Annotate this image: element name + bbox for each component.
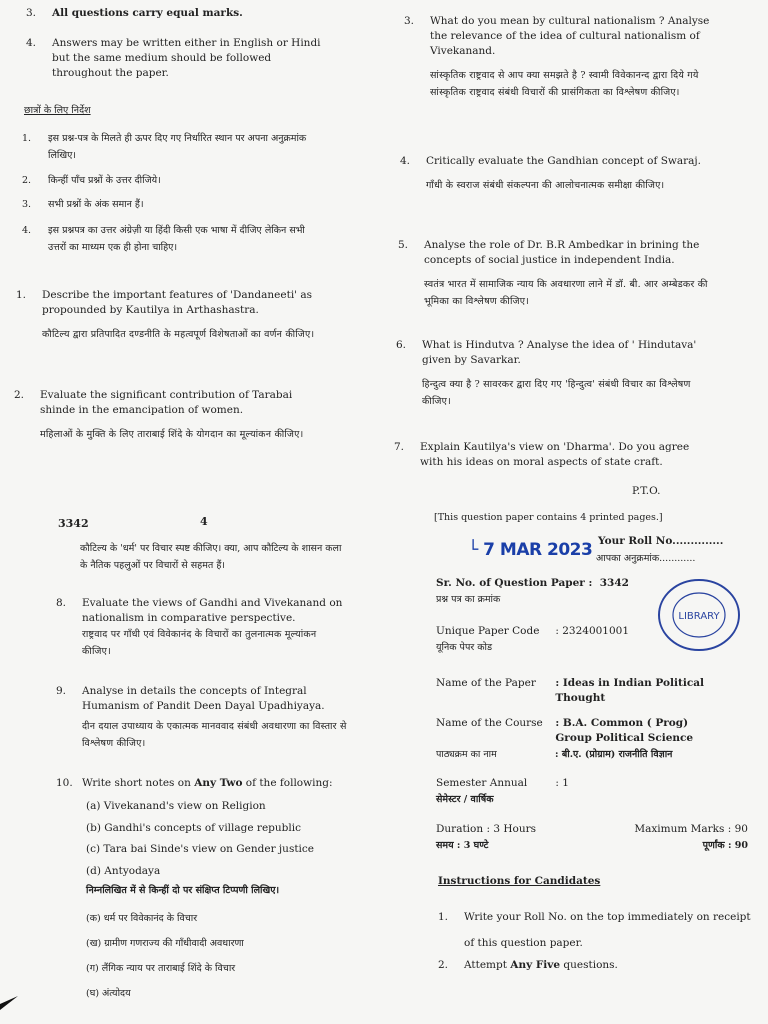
question-1: 1. Describe the important features of 'Dandaneeti' as propounded by Kautilya in Arthashastra. कौटिल्य द्वारा प्रतिपादित दण्डनीति के महत्वपूर्ण विशेषताओं का वर्णन कीजिए। [16, 289, 315, 340]
page-bottom-left [0, 500, 384, 1024]
option-ka: (क) धर्म पर विवेकानंद के विचार [86, 913, 198, 924]
question-3: 3. What do you mean by cultural nationalism ? Analyse the relevance of the idea of cultural nationalism of Vivekanand. सांस्कृतिक राष्ट्रवाद से आप क्या समझते है ? स्वामी विवेकानन्द द्वारा दिये गये सांस्कृतिक राष्ट्रवाद संबंधी विचारों की प्रासंगिकता का विश्लेषण कीजिए। [404, 15, 710, 98]
question-10-intro-hindi: निम्नलिखित में से किन्हीं दो पर संक्षिप्त टिप्पणी लिखिए। [86, 885, 280, 896]
page-top-left [0, 0, 384, 500]
field-semester: Semester Annual : 1 सेमेस्टर / वार्षिक [436, 777, 569, 805]
instruction-hi-3: 3. सभी प्रश्नों के अंक समान हैं। [22, 199, 144, 210]
question-7: 7. Explain Kautilya's view on 'Dharma'. Do you agree with his ideas on moral aspects of state craft. [394, 441, 690, 468]
question-2: 2. Evaluate the significant contribution of Tarabai shinde in the emancipation of women. महिलाओं के मुक्ति के लिए ताराबाई शिंदे के योगदान का मूल्यांकन कीजिए। [14, 389, 304, 440]
option-d: (d) Antyodaya [86, 864, 161, 877]
instruction-hi-2: 2. किन्हीं पाँच प्रश्नों के उत्तर दीजिये। [22, 175, 161, 186]
option-kha: (ख) ग्रामीण गणराज्य की गाँधीवादी अवधारणा [86, 938, 244, 949]
page-top-right [384, 0, 768, 500]
option-c: (c) Tara bai Sinde's view on Gender justice [86, 843, 315, 855]
question-6: 6. What is Hindutva ? Analyse the idea of ' Hindutava' given by Savarkar. हिन्दुत्व क्या है ? सावरकर द्वारा दिए गए 'हिन्दुत्व' संबंधी विचार का विश्लेषण कीजिए। [396, 339, 697, 407]
option-ga: (ग) लैंगिक न्याय पर ताराबाई शिंदे के विचार [86, 963, 236, 974]
date-stamp: └ 7 MAR 2023 [468, 540, 593, 560]
instruction-2: 2. Attempt Any Five questions. [438, 959, 618, 971]
question-7-hindi: कौटिल्य के 'धर्म' पर विचार स्पष्ट कीजिए। क्या, आप कौटिल्य के शासन कला के नैतिक पहलुओं पर विचारों से सहमत हैं। [80, 543, 342, 571]
instructions-heading: Instructions for Candidates [438, 875, 601, 887]
instruction-hi-1: 1. इस प्रश्न-पत्र के मिलते ही ऊपर दिए गए निर्धारित स्थान पर अपना अनुक्रमांक लिखिए। [22, 133, 307, 161]
hindi-instructions-heading: छात्रों के लिए निर्देश [24, 105, 91, 116]
scan-corner-icon [0, 996, 20, 1010]
roll-number-en: Your Roll No.............. [598, 535, 724, 547]
page-number: 4 [200, 515, 208, 528]
option-b: (b) Gandhi's concepts of village republic [86, 821, 301, 834]
field-course-name: Name of the Course : B.A. Common ( Prog) Group Political Science पाठ्यक्रम का नाम : बी.ए. (प्रोग्राम) राजनीति विज्ञान [436, 717, 694, 760]
question-8: 8. Evaluate the views of Gandhi and Vivekanand on nationalism in comparative perspective. राष्ट्रवाद पर गाँधी एवं विवेकानंद के विचारों का तुलनात्मक मूल्यांकन कीजिए। [56, 597, 343, 657]
question-4: 4. Critically evaluate the Gandhian concept of Swaraj. गाँधी के स्वराज संबंधी संकल्पना की आलोचनात्मक समीक्षा कीजिए। [400, 155, 702, 191]
field-paper-name: Name of the Paper : Ideas in Indian Political Thought [436, 677, 705, 704]
paper-number: 3342 [58, 517, 89, 530]
seal-text: LIBRARY [678, 611, 720, 622]
library-seal-icon [654, 576, 744, 654]
question-5: 5. Analyse the role of Dr. B.R Ambedkar in brining the concepts of social justice in independent India. स्वतंत्र भारत में सामाजिक न्याय कि अवधारणा लाने में डॉ. बी. आर अम्बेडकर की भूमिका का विश्लेषण कीजिए। [398, 239, 708, 307]
field-unique-paper-code: Unique Paper Code : 2324001001 यूनिक पेपर कोड [436, 625, 630, 653]
option-gha: (घ) अंत्योदय [86, 988, 131, 999]
instruction-en-3: 3. All questions carry equal marks. [26, 7, 243, 19]
pto-label: P.T.O. [632, 485, 661, 497]
max-marks: Maximum Marks : 90 पूर्णांक : 90 [634, 823, 748, 851]
duration: Duration : 3 Hours समय : 3 घण्टे [436, 823, 537, 851]
instruction-1: 1. Write your Roll No. on the top immediately on receipt of this question paper. [438, 911, 751, 949]
stamp-bracket-icon: └ [468, 540, 478, 560]
instruction-hi-4: 4. इस प्रश्नपत्र का उत्तर अंग्रेज़ी या हिंदी किसी एक भाषा में दीजिए लेकिन सभी उत्तरों का माध्यम एक ही होना चाहिए। [22, 225, 305, 253]
field-sr-no: Sr. No. of Question Paper : 3342 प्रश्न पत्र का क्रमांक [436, 577, 629, 605]
question-10-options-hi [86, 906, 346, 1006]
printed-pages-note: [This question paper contains 4 printed pages.] [434, 512, 663, 523]
option-a: (a) Vivekanand's view on Religion [86, 800, 266, 812]
question-9: 9. Analyse in details the concepts of Integral Humanism of Pandit Deen Dayal Upadhiyaya. दीन दयाल उपाध्याय के एकात्मक मानववाद संबंधी अवधारणा का विस्तार से विश्लेषण कीजिए। [56, 685, 347, 749]
instruction-en-4: 4. Answers may be written either in English or Hindi but the same medium should be followed throughout the paper. [26, 37, 321, 79]
roll-number-hi: आपका अनुक्रमांक............ [596, 553, 696, 564]
question-10-intro: Write short notes on Any Two of the following: [82, 777, 333, 789]
question-10: 10. Write short notes on Any Two of the following: [56, 776, 348, 791]
question-10-options-en [86, 796, 346, 882]
